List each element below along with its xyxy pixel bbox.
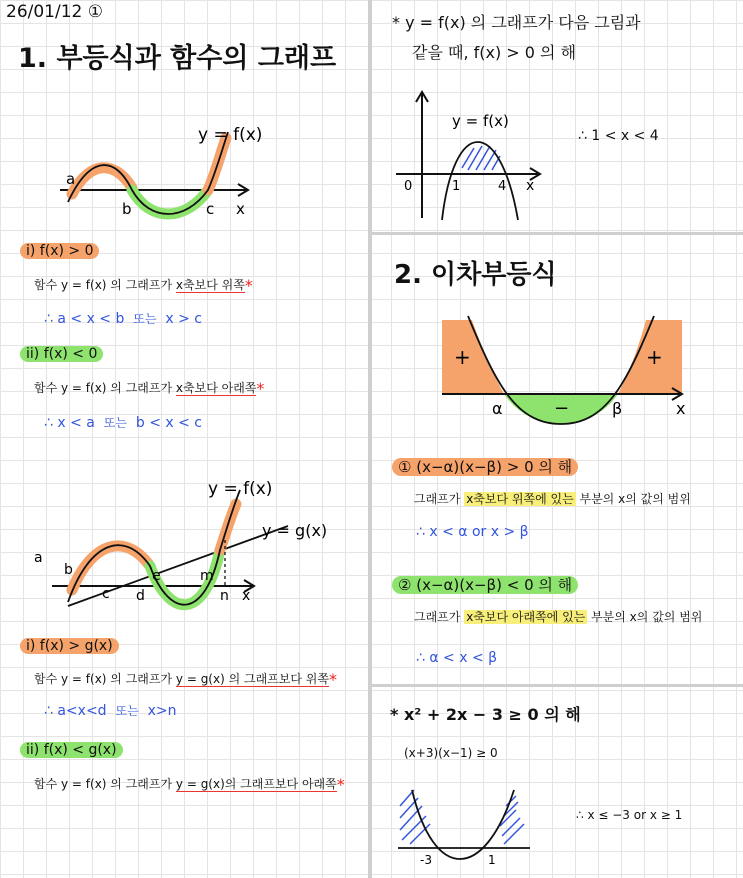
- x-axis-label: x: [236, 200, 245, 218]
- line-gx: [68, 526, 288, 606]
- item2-answer: ∴ α < x < β: [416, 650, 498, 666]
- quadratic-sign-graph: [436, 314, 696, 434]
- point-a-label: a: [66, 170, 76, 188]
- case1-answer: ∴ a < x < b 또는 x > c: [44, 311, 202, 327]
- tick-1-label: 1: [488, 853, 496, 867]
- section1-title: 1. 부등식과 함수의 그래프: [18, 43, 337, 74]
- case2-label: ii) f(x) < 0: [20, 346, 103, 362]
- case4-label: ii) f(x) < g(x): [20, 742, 123, 758]
- problem2-graph: [394, 786, 534, 876]
- note-date: 26/01/12 ①: [6, 2, 103, 22]
- problem1-title-line1: * y = f(x) 의 그래프가 다음 그림과: [392, 13, 641, 32]
- problem1-answer: ∴ 1 < x < 4: [578, 128, 659, 144]
- section-divider-bottom: [372, 684, 743, 687]
- column-divider: [368, 0, 372, 878]
- point-b-label: b: [64, 562, 73, 578]
- shade-hatching: [462, 146, 500, 170]
- point-c-label: c: [102, 586, 110, 602]
- graph2-f-label: y = f(x): [208, 479, 273, 499]
- case3-answer: ∴ a<x<d 또는 x>n: [44, 703, 177, 719]
- tick-neg3-label: -3: [420, 853, 432, 867]
- graph2-g-label: y = g(x): [262, 521, 328, 540]
- case1-desc: 함수 y = f(x) 의 그래프가 x축보다 위쪽*: [34, 276, 253, 295]
- x-axis-label: x: [526, 178, 535, 194]
- item1-answer: ∴ x < α or x > β: [416, 524, 529, 540]
- case2-answer: ∴ x < a 또는 b < x < c: [44, 415, 202, 431]
- plus-left-label: +: [454, 345, 471, 369]
- problem2-answer: ∴ x ≤ −3 or x ≥ 1: [576, 808, 683, 822]
- problem1-title-line2: 같을 때, f(x) > 0 의 해: [412, 43, 577, 62]
- minus-label: −: [554, 398, 570, 419]
- x-axis-label: x: [676, 399, 686, 418]
- graph-fx: [50, 110, 280, 225]
- origin-label: 0: [404, 179, 413, 194]
- positive-region-left: [442, 320, 504, 394]
- point-c-label: c: [206, 200, 215, 218]
- tick-1-label: 1: [452, 179, 461, 194]
- problem1-graph: [392, 86, 552, 222]
- problem2-factored: (x+3)(x−1) ≥ 0: [404, 746, 498, 760]
- case3-desc: 함수 y = f(x) 의 그래프가 y = g(x) 의 그래프보다 위쪽*: [34, 670, 337, 689]
- x-axis-label: x: [242, 588, 251, 604]
- graph1-func-label: y = f(x): [198, 125, 263, 145]
- problem1-func-label: y = f(x): [452, 112, 509, 130]
- point-n-label: n: [220, 588, 229, 604]
- shade-region-outline: [454, 146, 502, 175]
- alpha-label: α: [492, 399, 503, 418]
- point-b-label: b: [122, 200, 132, 218]
- shade-right-hatching: [500, 796, 524, 844]
- case2-desc: 함수 y = f(x) 의 그래프가 x축보다 아래쪽*: [34, 379, 265, 398]
- point-a-label: a: [34, 550, 43, 566]
- tick-4-label: 4: [498, 179, 507, 194]
- case4-desc: 함수 y = f(x) 의 그래프가 y = g(x)의 그래프보다 아래쪽*: [34, 775, 345, 794]
- point-m-label: m: [200, 568, 214, 584]
- case3-label: i) f(x) > g(x): [20, 638, 119, 654]
- beta-label: β: [612, 399, 623, 418]
- section-divider-top: [372, 232, 743, 235]
- point-e-label: e: [152, 568, 161, 584]
- item1-label: ① (x−α)(x−β) > 0 의 해: [392, 456, 578, 477]
- item2-desc: 그래프가 x축보다 아래쪽에 있는 부분의 x의 값의 범위: [414, 610, 703, 624]
- plus-right-label: +: [646, 345, 663, 369]
- point-d-label: d: [136, 588, 145, 604]
- problem2-title: * x² + 2x − 3 ≥ 0 의 해: [390, 705, 581, 724]
- item1-desc: 그래프가 x축보다 위쪽에 있는 부분의 x의 값의 범위: [414, 492, 691, 506]
- case1-label: i) f(x) > 0: [20, 243, 99, 259]
- item2-label: ② (x−α)(x−β) < 0 의 해: [392, 574, 578, 595]
- section2-title: 2. 이차부등식: [394, 260, 557, 290]
- graph-fx-gx: [30, 470, 366, 620]
